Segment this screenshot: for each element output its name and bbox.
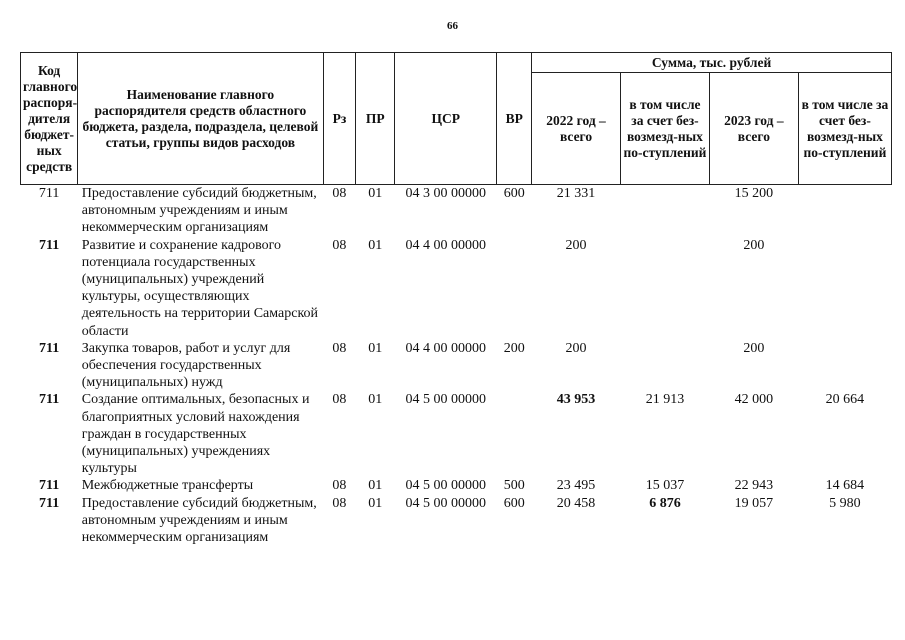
cell-code: 711 — [39, 478, 60, 494]
cell-pr: 01 — [368, 186, 383, 201]
table-row — [21, 391, 892, 477]
cell-csr: 04 4 00 00000 — [405, 340, 486, 356]
header-code: Код главного распоря-дителя бюджет-ных средств — [21, 53, 78, 185]
table-body — [21, 185, 892, 547]
cell-name: Закупка товаров, работ и услуг для обеспечения государственных (муниципальных) нужд — [81, 340, 291, 391]
cell-name: Предоставление субсидий бюджетным, автономным учреждениям и иным некоммерческим организациям — [81, 186, 317, 236]
cell-pr: 01 — [368, 237, 383, 253]
cell-vr: 200 — [503, 340, 525, 356]
cell-2023-free — [798, 185, 891, 237]
header-rz: Рз — [323, 53, 356, 185]
cell-vr: 600 — [503, 495, 525, 511]
cell-vr — [497, 237, 532, 340]
cell-2022-total: 43 953 — [556, 392, 596, 408]
table-row — [21, 340, 892, 392]
cell-csr: 04 5 00 00000 — [405, 478, 486, 494]
cell-csr: 04 3 00 00000 — [405, 186, 486, 201]
cell-rz: 08 — [332, 495, 347, 511]
header-name: Наименование главного распорядителя средств областного бюджета, раздела, подраздела, целевой статьи, группы видов расходов — [78, 53, 323, 185]
cell-2023-total: 42 000 — [734, 392, 774, 408]
table-row — [21, 477, 892, 494]
cell-2022-free: 15 037 — [645, 478, 685, 494]
cell-2023-free — [798, 340, 891, 392]
cell-2022-free — [621, 185, 710, 237]
header-vr: ВР — [497, 53, 532, 185]
cell-2022-free — [621, 340, 710, 392]
cell-vr — [497, 391, 532, 477]
cell-pr: 01 — [368, 340, 383, 356]
table-row — [21, 495, 892, 547]
cell-csr: 04 5 00 00000 — [405, 392, 486, 408]
page-number: 66 — [447, 20, 458, 32]
cell-2023-free: 20 664 — [825, 392, 865, 408]
cell-2022-free — [621, 237, 710, 340]
cell-2023-free: 5 980 — [829, 495, 861, 511]
cell-pr: 01 — [368, 478, 383, 494]
cell-2022-total: 21 331 — [556, 186, 596, 201]
cell-2023-total: 19 057 — [734, 495, 774, 511]
header-2022-total: 2022 год – всего — [532, 73, 621, 185]
cell-2023-total: 15 200 — [734, 186, 774, 201]
header-2023-free: в том числе за счет без-возмезд-ных по-ступлений — [798, 73, 891, 185]
cell-code: 711 — [39, 392, 60, 408]
cell-2023-total: 22 943 — [734, 478, 774, 494]
cell-vr: 500 — [503, 478, 525, 494]
cell-2023-free: 14 684 — [825, 478, 865, 494]
cell-csr: 04 5 00 00000 — [405, 495, 486, 511]
cell-rz: 08 — [332, 392, 347, 408]
cell-pr: 01 — [368, 495, 383, 511]
cell-code: 711 — [38, 186, 60, 201]
cell-2022-free: 21 913 — [645, 392, 685, 408]
table-header — [21, 53, 892, 185]
cell-2022-total: 200 — [565, 340, 587, 356]
cell-name: Развитие и сохранение кадрового потенциала государственных (муниципальных) учреждений культуры, осуществляющих деятельность на территории Самарской области — [81, 237, 319, 339]
cell-rz: 08 — [332, 478, 347, 494]
cell-code: 711 — [39, 340, 60, 356]
cell-2022-total: 20 458 — [556, 495, 596, 511]
table-row — [21, 185, 892, 237]
cell-name: Предоставление субсидий бюджетным, автономным учреждениям и иным некоммерческим организациям — [81, 495, 317, 546]
cell-rz: 08 — [332, 237, 347, 253]
cell-2023-total: 200 — [743, 340, 765, 356]
cell-vr: 600 — [503, 186, 525, 201]
cell-name: Создание оптимальных, безопасных и благоприятных условий нахождения граждан в государственных (муниципальных) учреждениях культуры — [81, 392, 310, 477]
cell-rz: 08 — [332, 340, 347, 356]
cell-rz: 08 — [332, 186, 347, 201]
header-sum-group: Сумма, тыс. рублей — [532, 53, 892, 73]
cell-csr: 04 4 00 00000 — [405, 237, 486, 253]
header-csr: ЦСР — [395, 53, 497, 185]
cell-2023-total: 200 — [743, 237, 765, 253]
header-2023-total: 2023 год – всего — [709, 73, 798, 185]
header-pr: ПР — [356, 53, 395, 185]
cell-code: 711 — [39, 495, 60, 511]
header-2022-free: в том числе за счет без-возмезд-ных по-ступлений — [621, 73, 710, 185]
budget-table — [20, 52, 892, 546]
cell-name: Межбюджетные трансферты — [81, 478, 254, 494]
table-row — [21, 237, 892, 340]
cell-pr: 01 — [368, 392, 383, 408]
cell-2023-free — [798, 237, 891, 340]
cell-2022-total: 200 — [565, 237, 587, 253]
cell-2022-total: 23 495 — [556, 478, 596, 494]
cell-2022-free: 6 876 — [649, 495, 681, 511]
cell-code: 711 — [39, 237, 60, 253]
